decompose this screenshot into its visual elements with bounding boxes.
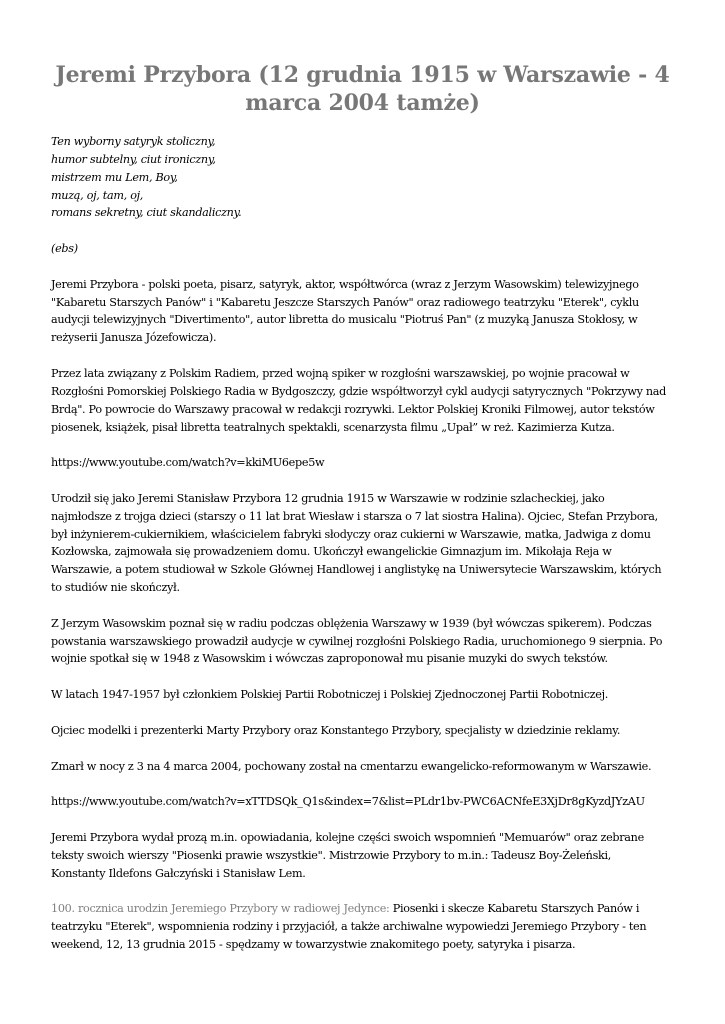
paragraph-line: Jeremi Przybora - polski poeta, pisarz, satyryk, aktor, współtwórca (wraz z Jerzym Wasowskim) telewizyjnego bbox=[51, 277, 639, 291]
paragraph-line-text: Piosenki i skecze Kabaretu Starszych Panów i bbox=[392, 902, 640, 916]
paragraph-line: najmłodsze z trojga dzieci (starszy o 11 lat brat Wiesław i starsza o 7 lat siostra Halina). Ojciec, Stefan Przybora, bbox=[51, 509, 658, 523]
paragraph-line: audycji telewizyjnych "Divertimento", autor libretta do musicalu "Piotruś Pan" (z muzyką Janusza Stokłosy, w bbox=[51, 313, 638, 327]
paragraph-line: weekend, 12, 13 grudnia 2015 - spędzamy w towarzystwie znakomitego poety, satyryka i pisarza. bbox=[51, 937, 576, 951]
paragraph-line: teatrzyku "Eterek", wspomnienia rodziny i przyjaciół, a także archiwalne wypowiedzi Jeremiego Przybory - ten bbox=[51, 920, 647, 934]
document-body bbox=[51, 133, 674, 954]
poem-line: muzą, oj, tam, oj, bbox=[51, 188, 144, 202]
title-line: marca 2004 tamże) bbox=[245, 90, 480, 116]
poem-signature bbox=[51, 240, 674, 258]
document-title bbox=[51, 61, 674, 117]
paragraph-line: Warszawie, a potem studiował w Szkole Głównej Handlowej i anglistykę na Uniwersytecie Warszawskim, których bbox=[51, 563, 662, 577]
paragraph-line: Ojciec modelki i prezenterki Marty Przybory oraz Konstantego Przybory, specjalisty w dziedzinie reklamy. bbox=[51, 723, 621, 737]
youtube-url-1 bbox=[51, 454, 674, 472]
anniversary-link[interactable]: 100. rocznica urodzin Jeremiego Przybory w radiowej Jedynce: bbox=[51, 902, 390, 916]
paragraph-works bbox=[51, 829, 674, 883]
paragraph-party-membership bbox=[51, 686, 674, 704]
paragraph-line: Rozgłośni Pomorskiej Polskiego Radia w Bydgoszczy, gdzie współtworzył cykl audycji satyrycznych "Pokrzywy nad bbox=[51, 384, 667, 398]
paragraph-line bbox=[51, 900, 674, 918]
poem-line: Ten wyborny satyryk stoliczny, bbox=[51, 135, 216, 148]
title-line: Jeremi Przybora (12 grudnia 1915 w Warszawie - 4 bbox=[55, 62, 670, 88]
paragraph-line: reżyserii Janusza Józefowicza). bbox=[51, 331, 217, 345]
paragraph-line: Z Jerzym Wasowskim poznał się w radiu podczas oblężenia Warszawy w 1939 (był wówczas spikerem). Podczas bbox=[51, 616, 652, 630]
paragraph-line: wojnie spotkał się w 1948 z Wasowskim i wówczas zaproponował mu pisanie muzyki do swych tekstów. bbox=[51, 652, 608, 666]
paragraph-early-life bbox=[51, 490, 674, 597]
paragraph-line: W latach 1947-1957 był członkiem Polskiej Partii Robotniczej i Polskiej Zjednoczonej Partii Robotniczej. bbox=[51, 688, 609, 702]
paragraph-line: teksty swoich wierszy "Piosenki prawie wszystkie". Mistrzowie Przybory to m.in.: Tadeusz Boy-Żeleński, bbox=[51, 848, 612, 862]
paragraph-anniversary bbox=[51, 900, 674, 954]
paragraph-death bbox=[51, 758, 674, 776]
paragraph-line: Konstanty Ildefons Gałczyński i Stanisław Lem. bbox=[51, 866, 306, 880]
paragraph-radio-career bbox=[51, 365, 674, 436]
poem-line: mistrzem mu Lem, Boy, bbox=[51, 170, 178, 184]
youtube-url-2 bbox=[51, 793, 674, 811]
paragraph-line: Zmarł w nocy z 3 na 4 marca 2004, pochowany został na cmentarzu ewangelicko-reformowanym w Warszawie. bbox=[51, 759, 652, 773]
paragraph-intro bbox=[51, 276, 674, 347]
paragraph-line: Jeremi Przybora wydał prozą m.in. opowiadania, kolejne części swoich wspomnień "Memuarów" oraz zebrane bbox=[51, 830, 644, 844]
paragraph-line: powstania warszawskiego prowadził audycje w cywilnej rozgłośni Polskiego Radia, uruchomionego 9 sierpnia. Po bbox=[51, 634, 663, 648]
paragraph-wasowski bbox=[51, 615, 674, 669]
url-text: https://www.youtube.com/watch?v=kkiMU6epe5w bbox=[51, 456, 325, 470]
paragraph-line: był inżynierem-cukiernikiem, właścicielem fabryki słodyczy oraz cukierni w Warszawie, matka, Jadwiga z domu bbox=[51, 527, 651, 541]
paragraph-line: piosenek, książek, pisał libretta teatralnych spektakli, scenarzysta filmu „Upał” w reż. Kazimierza Kutza. bbox=[51, 420, 615, 434]
paragraph-line: Brdą". Po powrocie do Warszawy pracował w redakcji rozrywki. Lektor Polskiej Kroniki Filmowej, autor tekstów bbox=[51, 402, 655, 416]
poem-line: romans sekretny, ciut skandaliczny. bbox=[51, 206, 242, 220]
paragraph-line: to studiów nie skończył. bbox=[51, 581, 180, 595]
poem-signature-text: (ebs) bbox=[51, 242, 78, 256]
paragraph-line: "Kabaretu Starszych Panów" i "Kabaretu Jeszcze Starszych Panów" oraz radiowego teatrzyku "Eterek", cyklu bbox=[51, 295, 639, 309]
paragraph-line: Przez lata związany z Polskim Radiem, przed wojną spiker w rozgłośni warszawskiej, po wojnie pracował w bbox=[51, 366, 630, 380]
paragraph-line: Urodził się jako Jeremi Stanisław Przybora 12 grudnia 1915 w Warszawie w rodzinie szlacheckiej, jako bbox=[51, 491, 605, 505]
poem-line: humor subtelny, ciut ironiczny, bbox=[51, 152, 216, 166]
epigraph-poem bbox=[51, 133, 674, 222]
paragraph-children bbox=[51, 722, 674, 740]
url-text: https://www.youtube.com/watch?v=xTTDSQk_Q1s&index=7&list=PLdr1bv-PWC6ACNfeE3XjDr8gKyzdJYzAU bbox=[51, 795, 645, 809]
paragraph-line: Kozłowska, zajmowała się prowadzeniem domu. Ukończył ewangelickie Gimnazjum im. Mikołaja Reja w bbox=[51, 545, 612, 559]
